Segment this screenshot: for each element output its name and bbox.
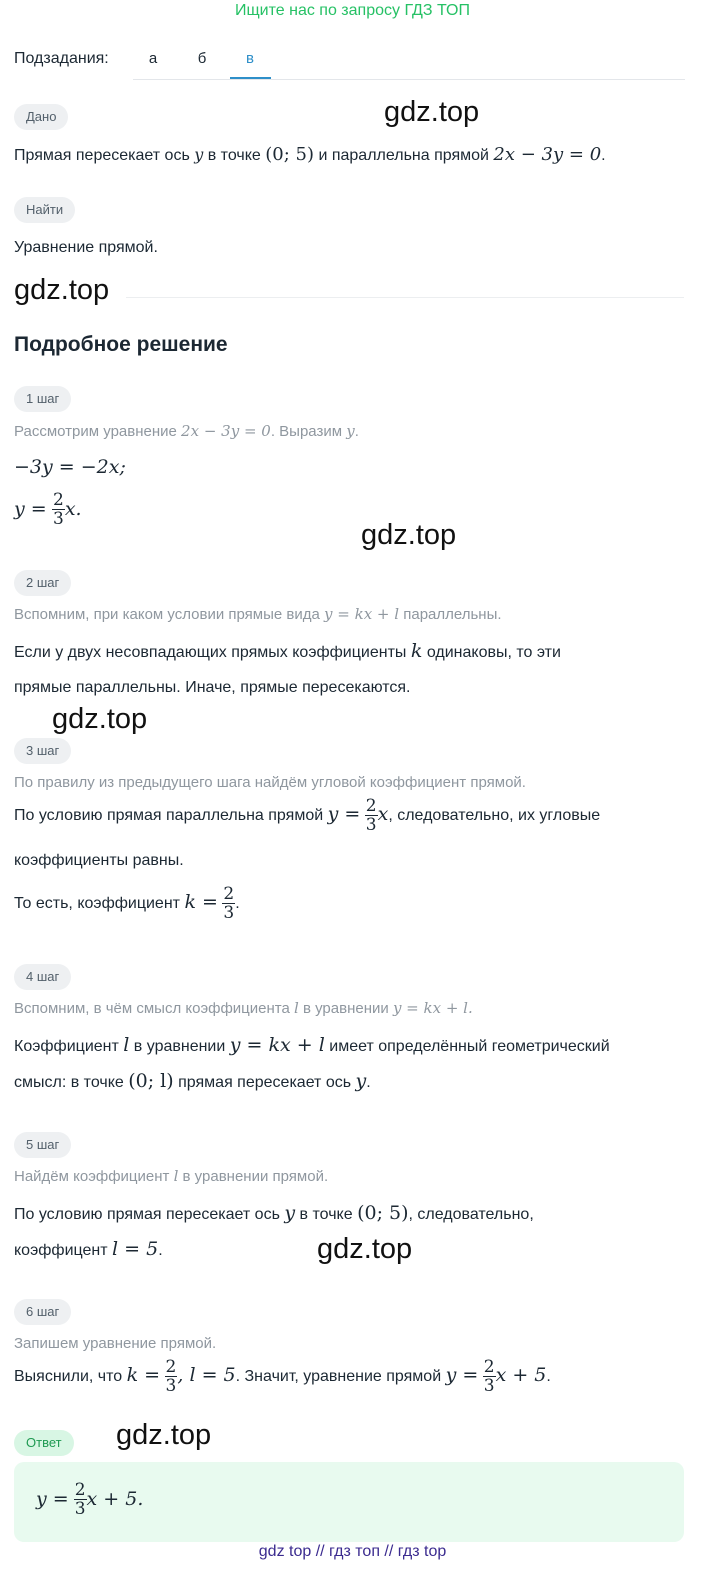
subtasks-label: Подзадания: [14, 50, 109, 67]
step-4-body-1: Коэффициент l в уравнении y = kx + l имеет определённый геометрический [14, 1034, 610, 1056]
watermark: gdz.top [361, 519, 457, 551]
step-1-lead: Рассмотрим уравнение 2x − 3y = 0. Выразим y. [14, 422, 359, 440]
step-4-body-2: смысл: в точке (0; l) прямая пересекает ось y. [14, 1070, 371, 1092]
step-4-badge: 4 шаг [14, 964, 71, 990]
step-4-lead: Вспомним, в чём смысл коэффициента l в уравнении y = kx + l. [14, 999, 473, 1017]
step-1-line-2: y = $\frac{2}{3}$ x. [14, 490, 82, 529]
step-2-lead: Вспомним, при каком условии прямые вида y = kx + l параллельны. [14, 605, 502, 623]
tab-a[interactable]: а [148, 50, 158, 67]
step-6-badge: 6 шаг [14, 1299, 71, 1325]
step-3-result: То есть, коэффициент k = $\frac{2}{3}$ . [14, 884, 240, 923]
tab-b[interactable]: б [197, 50, 207, 67]
watermark: gdz.top [14, 274, 110, 306]
answer-badge: Ответ [14, 1430, 74, 1456]
step-6-lead: Запишем уравнение прямой. [14, 1335, 217, 1352]
step-3-badge: 3 шаг [14, 738, 71, 764]
answer-formula: y = $\frac{2}{3}$ x + 5. [36, 1480, 144, 1519]
step-1-badge: 1 шаг [14, 386, 71, 412]
watermark: gdz.top [116, 1419, 212, 1451]
find-badge: Найти [14, 197, 75, 223]
footer-links[interactable]: gdz top // гдз топ // гдз top [258, 1543, 447, 1560]
tab-v[interactable]: в [246, 50, 254, 67]
step-1-line-1: −3y = −2x; [14, 456, 126, 478]
section-divider [126, 297, 684, 298]
step-3-body-1: По условию прямая параллельна прямой y = $\frac{2}{3}$ x, следовательно, их угловые [14, 796, 601, 835]
step-6-body: Выяснили, что k = $\frac{2}{3}$ , l = 5. Значит, уравнение прямой y = $\frac{2}{3}$ x + 5. [14, 1357, 551, 1396]
watermark: gdz.top [52, 703, 148, 735]
step-5-body-1: По условию прямая пересекает ось y в точке (0; 5), следовательно, [14, 1202, 534, 1224]
step-5-lead: Найдём коэффициент l в уравнении прямой. [14, 1167, 329, 1185]
step-5-badge: 5 шаг [14, 1132, 71, 1158]
find-text: Уравнение прямой. [14, 239, 158, 256]
solution-title: Подробное решение [14, 333, 228, 356]
given-badge: Дано [14, 104, 68, 130]
active-tab-indicator [230, 77, 271, 79]
step-3-body-2: коэффициенты равны. [14, 852, 184, 869]
given-text: Прямая пересекает ось y в точке (0; 5) и параллельна прямой 2x − 3y = 0. [14, 144, 606, 165]
step-2-body-2: прямые параллельны. Иначе, прямые пересекаются. [14, 679, 411, 696]
watermark: gdz.top [317, 1233, 413, 1265]
step-3-lead: По правилу из предыдущего шага найдём угловой коэффициент прямой. [14, 774, 526, 791]
search-banner: Ищите нас по запросу ГДЗ ТОП [235, 2, 470, 19]
step-5-body-2: коэффицент l = 5. [14, 1238, 163, 1260]
step-2-body-1: Если у двух несовпадающих прямых коэффициенты k одинаковы, то эти [14, 640, 561, 662]
watermark: gdz.top [384, 96, 480, 128]
step-2-badge: 2 шаг [14, 570, 71, 596]
tabs-divider [133, 79, 685, 80]
